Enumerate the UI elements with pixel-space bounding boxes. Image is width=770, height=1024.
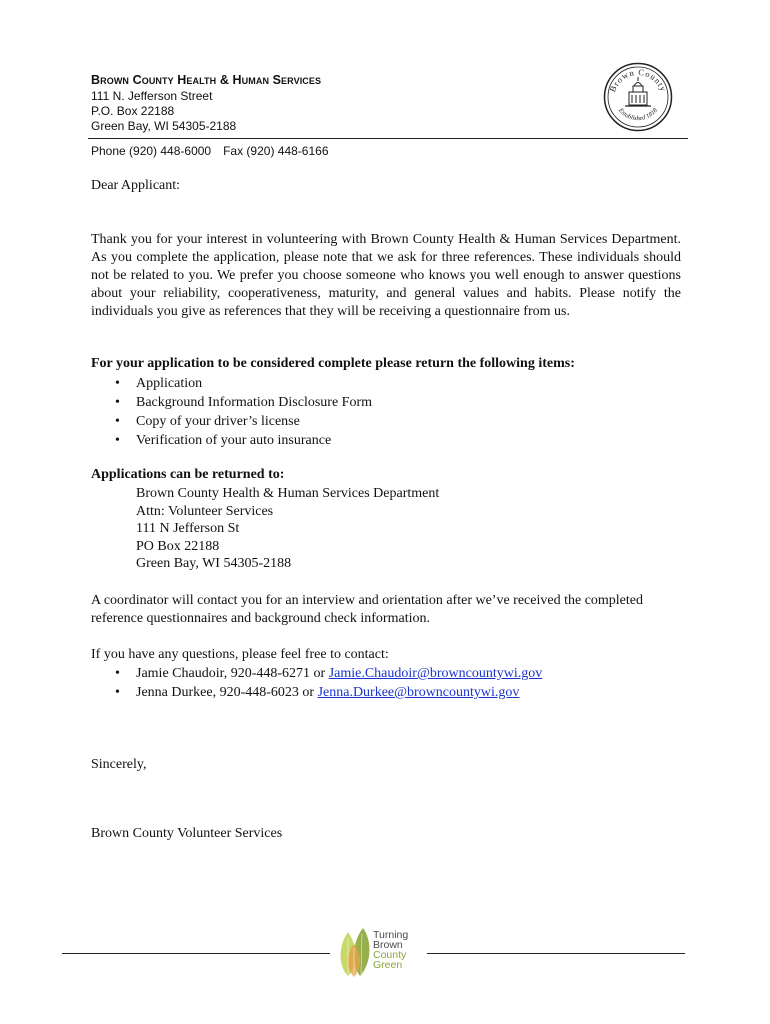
header-divider [88, 138, 688, 139]
logo-line-county: County [373, 949, 407, 961]
footer-logo [336, 924, 426, 978]
closing: Sincerely, [91, 757, 147, 772]
requirements-list [91, 374, 681, 450]
contact-line [91, 144, 329, 158]
svg-text:Established 1818 [616, 106, 659, 122]
return-address-line: 111 N Jefferson St [136, 521, 240, 537]
logo-line-green: Green [373, 959, 403, 971]
return-address-line: Green Bay, WI 54305-2188 [136, 556, 292, 572]
email-link-chaudoir[interactable]: Jamie.Chaudoir@browncountywi.gov [328, 666, 543, 681]
intro-paragraph: Thank you for your interest in volunteering with Brown County Health & Human Services Department. As you complete the application, please note that we ask for three references. These individuals should not be related to you. We prefer you choose someone who knows you well enough to answer questions about your reliability, cooperativeness, maturity, and general values and habits. Please notify the individuals you give as references that they will be receiving a questionnaire from us. [91, 232, 681, 319]
contacts-list [91, 664, 681, 702]
address-city: Green Bay, WI 54305-2188 [91, 119, 237, 133]
salutation: Dear Applicant: [91, 178, 181, 193]
logo-line-brown: Brown [373, 939, 403, 951]
list-item: • Copy of your driver’s license [91, 412, 681, 431]
address-po-box: P.O. Box 22188 [91, 104, 175, 118]
seal-text-bottom: Established 1818 [617, 107, 659, 123]
leaves-icon [336, 924, 376, 978]
return-address [136, 485, 439, 573]
return-heading: Applications can be returned to: [91, 467, 285, 482]
phone-number: Phone (920) 448-6000 [91, 144, 212, 158]
contact-text: Jamie Chaudoir, 920-448-6271 or [136, 666, 329, 681]
org-name: Brown County Health & Human Services [91, 73, 322, 87]
contact-item [91, 664, 681, 683]
logo-wordmark [373, 930, 408, 970]
fax-number: Fax (920) 448-6166 [223, 144, 329, 158]
seal-text-top: Brown County [607, 66, 669, 94]
list-item: • Application [91, 374, 681, 393]
address-street: 111 N. Jefferson Street [91, 89, 213, 103]
signature: Brown County Volunteer Services [91, 826, 283, 841]
logo-line-turning: Turning [373, 929, 409, 941]
return-address-line: Attn: Volunteer Services [136, 503, 274, 519]
contact-item [91, 683, 681, 702]
footer-divider-right [427, 953, 685, 954]
footer-divider-left [62, 953, 330, 954]
requirements-heading: For your application to be considered complete please return the following items: [91, 356, 575, 371]
coordinator-paragraph: A coordinator will contact you for an interview and orientation after we’ve received the completed reference questionnaires and background check information. [91, 593, 644, 626]
return-address-line: PO Box 22188 [136, 538, 220, 554]
return-address-line: Brown County Health & Human Services Department [136, 486, 440, 501]
county-seal-icon [603, 62, 673, 132]
email-link-durkee[interactable]: Jenna.Durkee@browncountywi.gov [317, 685, 520, 700]
contact-text: Jenna Durkee, 920-448-6023 or [136, 685, 318, 700]
list-item: • Verification of your auto insurance [91, 431, 681, 450]
list-item: • Background Information Disclosure Form [91, 393, 681, 412]
questions-paragraph: If you have any questions, please feel free to contact: [91, 647, 389, 662]
